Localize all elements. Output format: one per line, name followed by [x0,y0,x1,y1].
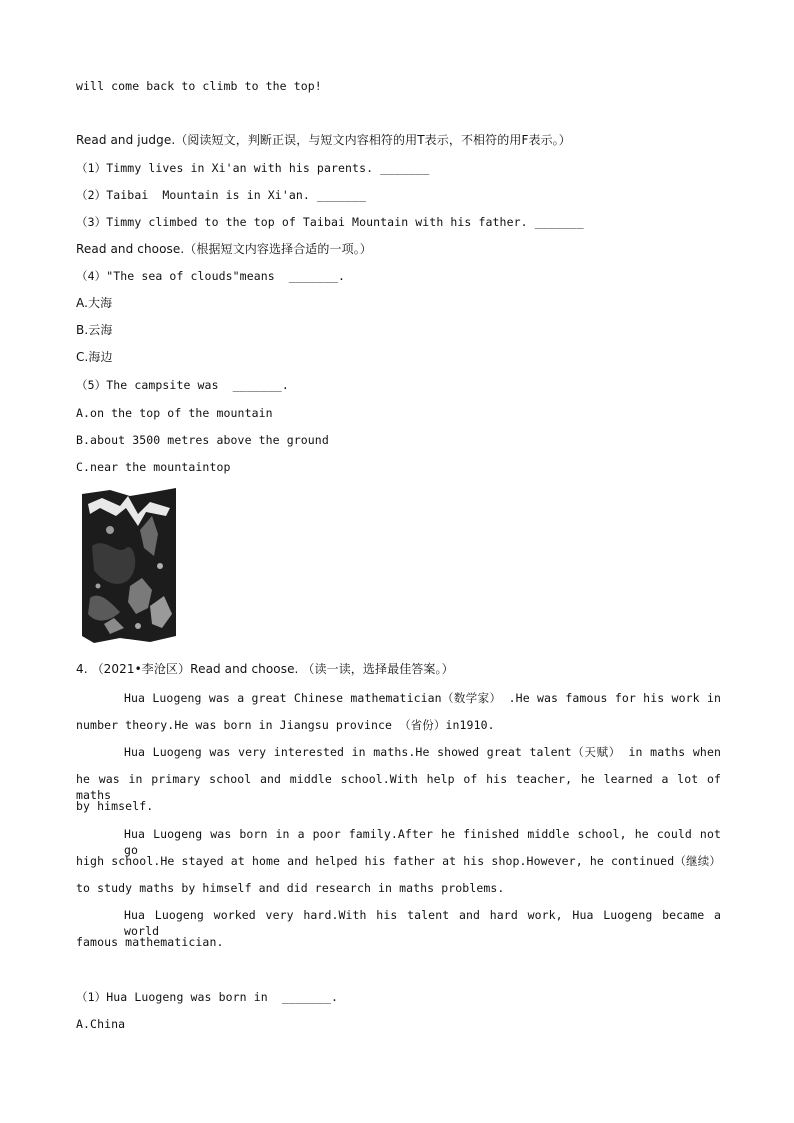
passage-p4-line2: famous mathematician. [76,935,224,949]
passage-p3-line1: Hua Luogeng was born in a poor family.After he finished middle school, he could not go [124,827,721,857]
passage-p3-line2: high school.He stayed at home and helped his father at his shop.However, he continued（继续） [76,854,721,868]
part-a-heading: Read and judge.（阅读短文，判断正误，与短文内容相符的用T表示，不相符的用F表示。） [76,133,571,147]
passage-p1-line1: Hua Luogeng was a great Chinese mathematician（数学家） .He was famous for his work in [124,691,721,705]
judge-question-1: （1）Timmy lives in Xi'an with his parents. _______ [76,161,430,175]
q4-option-a: A.大海 [76,296,113,310]
judge-question-3: （3）Timmy climbed to the top of Taibai Mountain with his father. _______ [76,215,584,229]
q5-option-c: C.near the mountaintop [76,460,231,474]
passage-p3-line3: to study maths by himself and did research in maths problems. [76,881,505,895]
section-4-q1-option-a: A.China [76,1017,126,1031]
section-4-question-1: （1）Hua Luogeng was born in _______. [76,990,339,1004]
passage-continuation: will come back to climb to the top! [76,79,322,93]
passage-p2-line3: by himself. [76,799,154,813]
passage-p4-line1: Hua Luogeng worked very hard.With his talent and hard work, Hua Luogeng became a world [124,908,721,938]
q5-option-b: B.about 3500 metres above the ground [76,433,329,447]
q4-option-b: B.云海 [76,323,113,337]
part-b-heading: Read and choose.（根据短文内容选择合适的一项。） [76,242,372,256]
q4-option-c: C.海边 [76,350,113,364]
choose-question-4: （4）"The sea of clouds"means _______. [76,269,346,283]
choose-question-5: （5）The campsite was _______. [76,378,289,392]
judge-question-2: （2）Taibai Mountain is in Xi'an. _______ [76,188,367,202]
passage-p2-line1: Hua Luogeng was very interested in maths.He showed great talent（天赋） in maths when [124,745,721,759]
passage-p1-line2: number theory.He was born in Jiangsu province （省份）in1910. [76,718,495,732]
passage-p2-line2: he was in primary school and middle school.With help of his teacher, he learned a lot of maths [76,772,721,802]
q5-option-a: A.on the top of the mountain [76,406,273,420]
mountain-photo-icon [80,486,178,644]
section-4-heading: 4. （2021•李沧区）Read and choose. （读一读，选择最佳答案。） [76,662,454,676]
